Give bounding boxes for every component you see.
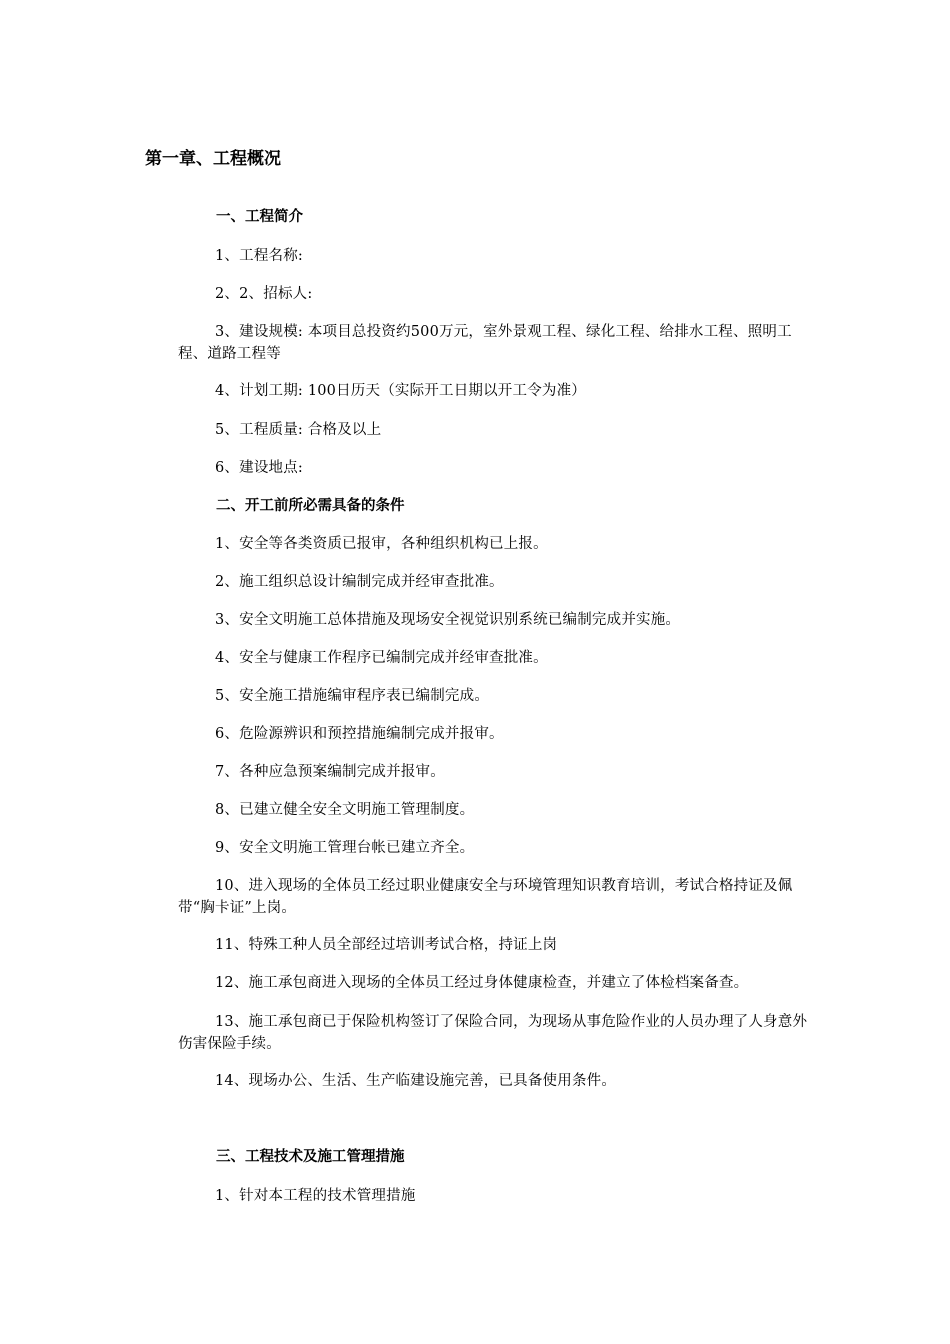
list-item: 12、施工承包商进入现场的全体员工经过身体健康检查，并建立了体检档案备查。 xyxy=(215,975,749,991)
list-item: 2、2、招标人: xyxy=(215,286,313,302)
list-item: 2、施工组织总设计编制完成并经审查批准。 xyxy=(215,574,504,590)
list-item: 6、危险源辨识和预控措施编制完成并报审。 xyxy=(215,726,504,742)
list-item: 5、工程质量: 合格及以上 xyxy=(215,422,382,438)
list-item: 13、施工承包商已于保险机构签订了保险合同，为现场从事危险作业的人员办理了人身意外伤害保险手续。 xyxy=(178,1014,808,1052)
list-item: 4、安全与健康工作程序已编制完成并经审查批准。 xyxy=(215,650,548,666)
list-item: 4、计划工期: 100日历天（实际开工日期以开工令为准） xyxy=(215,383,586,399)
list-item: 6、建设地点: xyxy=(215,460,304,476)
list-item: 3、安全文明施工总体措施及现场安全视觉识别系统已编制完成并实施。 xyxy=(215,612,681,628)
section-heading-technical-measures: 三、工程技术及施工管理措施 xyxy=(216,1149,405,1165)
list-item: 10、进入现场的全体员工经过职业健康安全与环境管理知识教育培训，考试合格持证及佩带“胸卡证”上岗。 xyxy=(178,878,793,916)
section-heading-preconditions: 二、开工前所必需具备的条件 xyxy=(216,498,405,514)
section-heading-overview: 一、工程简介 xyxy=(216,209,303,225)
list-item: 1、针对本工程的技术管理措施 xyxy=(215,1188,416,1204)
list-item: 8、已建立健全安全文明施工管理制度。 xyxy=(215,802,475,818)
list-item: 11、特殊工种人员全部经过培训考试合格，持证上岗 xyxy=(215,937,558,953)
list-item: 3、建设规模: 本项目总投资约500万元，室外景观工程、绿化工程、给排水工程、照明工程、道路工程等 xyxy=(178,324,792,362)
list-item: 9、安全文明施工管理台帐已建立齐全。 xyxy=(215,840,475,856)
chapter-title: 第一章、工程概况 xyxy=(145,149,281,169)
list-item: 1、工程名称: xyxy=(215,248,304,264)
list-item: 1、安全等各类资质已报审，各种组织机构已上报。 xyxy=(215,536,548,552)
list-item: 5、安全施工措施编审程序表已编制完成。 xyxy=(215,688,490,704)
list-item: 7、各种应急预案编制完成并报审。 xyxy=(215,764,445,780)
list-item: 14、现场办公、生活、生产临建设施完善，已具备使用条件。 xyxy=(215,1073,617,1089)
